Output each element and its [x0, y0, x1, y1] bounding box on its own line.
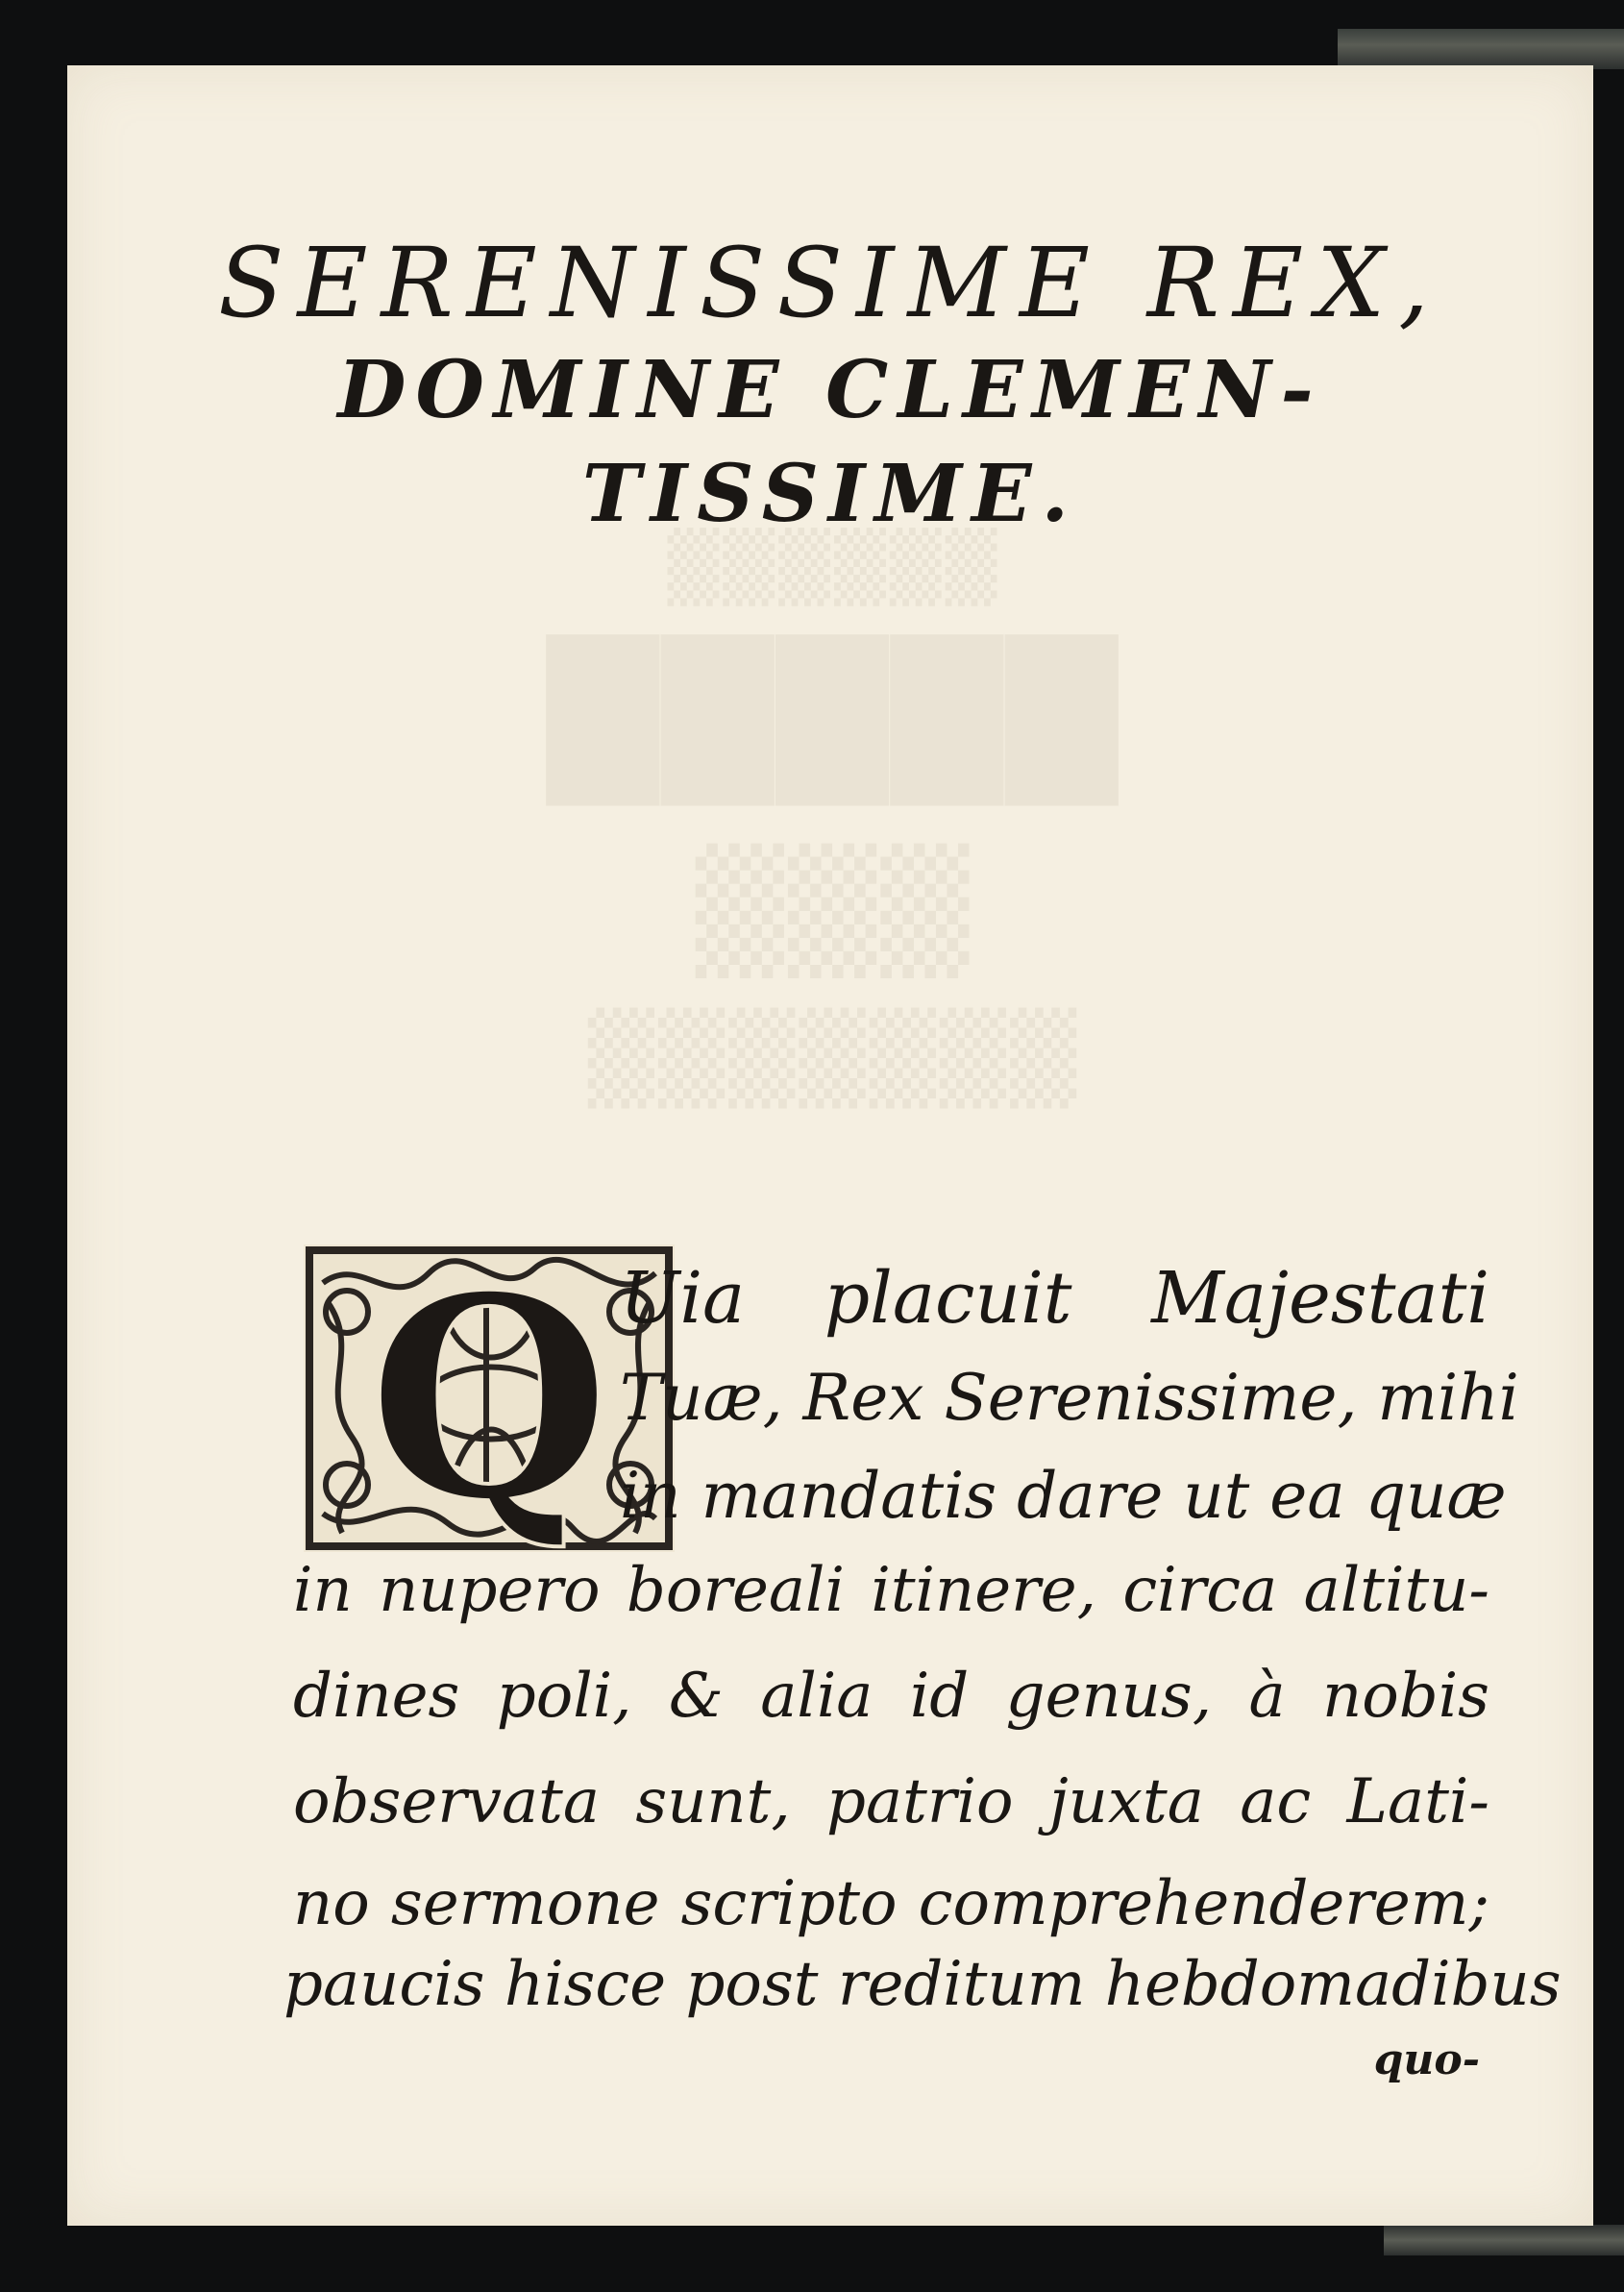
body-line-2: Tuæ, Rex Serenissime, mihi [620, 1361, 1519, 1435]
body-line-6: observata sunt, patrio juxta ac Lati- [293, 1766, 1489, 1837]
heading-line-2: DOMINE CLEMEN- [337, 344, 1323, 436]
show-through-texture: ▒▒▒▒▒▒ █████ ▒▒▒ ▒▒▒▒▒▒▒ [543, 527, 1118, 1109]
binding-edge-top [1338, 29, 1624, 69]
body-line-3: in mandatis dare ut ea quæ [620, 1459, 1507, 1533]
heading-line-3: TISSIME. [581, 448, 1079, 540]
body-line-7: no sermone scripto comprehenderem; [293, 1868, 1489, 1939]
body-line-1: Uia placuit Majestati [620, 1257, 1489, 1340]
heading-line-1: SERENISSIME REX, [218, 227, 1442, 339]
catchword: quo- [1373, 2035, 1480, 2084]
initial-letter: Q [367, 1245, 611, 1552]
binding-edge-bottom [1384, 2225, 1624, 2255]
body-line-5: dines poli, & alia id genus, à nobis [293, 1661, 1489, 1732]
body-line-4: in nupero boreali itinere, circa altitu- [293, 1555, 1489, 1626]
body-line-8: paucis hisce post reditum hebdomadibus [283, 1949, 1562, 2020]
book-page [67, 65, 1593, 2226]
